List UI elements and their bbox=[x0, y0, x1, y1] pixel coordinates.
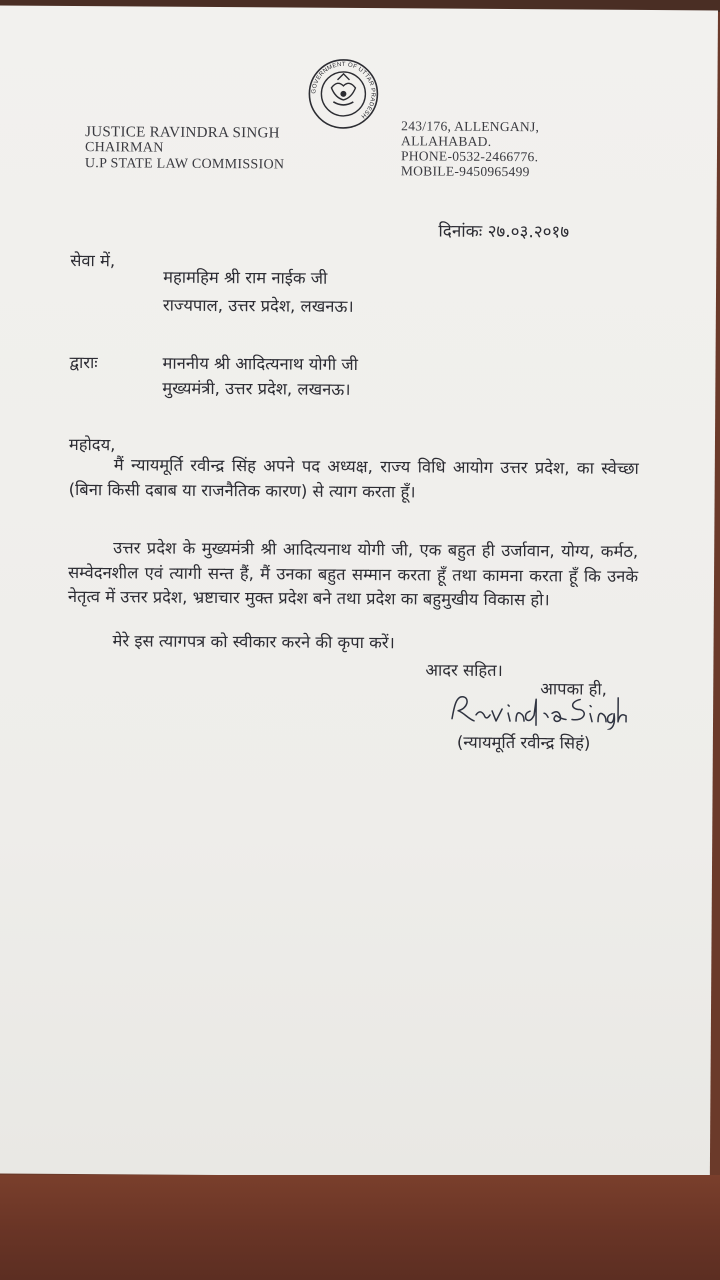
sender-name: JUSTICE RAVINDRA SINGH bbox=[85, 124, 280, 142]
greeting: महोदय, bbox=[68, 434, 116, 455]
body-paragraph-1: मैं न्यायमूर्ति रवीन्द्र सिंह अपने पद अध्यक्ष, राज्य विधि आयोग उत्तर प्रदेश, का स्वेच्छा (बिना किसी दबाब या राजनैतिक कारण) से त्याग करता हूँ। bbox=[68, 455, 639, 501]
closing-regards: आदर सहित। bbox=[425, 660, 503, 681]
signatory-name: (न्यायमूर्ति रवीन्द्र सिहं) bbox=[456, 732, 591, 753]
via-title: मुख्यमंत्री, उत्तर प्रदेश, लखनऊ। bbox=[162, 378, 351, 399]
letter-date: दिनांकः २७.०३.२०१७ bbox=[438, 221, 570, 243]
handwritten-signature bbox=[448, 689, 628, 730]
via-label: द्वाराः bbox=[69, 352, 98, 373]
up-government-emblem bbox=[307, 58, 380, 131]
address-line-2: ALLAHABAD. bbox=[401, 133, 492, 149]
letterhead-address bbox=[401, 118, 539, 179]
body-paragraph-3: मेरे इस त्यागपत्र को स्वीकार करने की कृपा करें। bbox=[112, 631, 395, 653]
phone-number: PHONE-0532-2466776. bbox=[400, 148, 539, 165]
letter-page bbox=[0, 5, 718, 1178]
recipient-name: महामहिम श्री राम नाईक जी bbox=[163, 267, 328, 288]
desk-background-bottom bbox=[0, 1175, 720, 1280]
body-paragraph-2: उत्तर प्रदेश के मुख्यमंत्री श्री आदित्यनाथ योगी जी, एक बहुत ही उर्जावान, योग्य, कर्मठ, सम्वेदनशील एवं त्यागी सन्त हैं, मैं उनका बहुत सम्मान करता हूँ तथा कामना करता हूँ कि उनके नेतृत्व में उत्तर प्रदेश, भ्रष्टाचार मुक्त प्रदेश बने तथा प्रदेश का बहुमुखीय विकास हो। bbox=[67, 538, 639, 610]
closing-yours: आपका ही, bbox=[540, 679, 608, 699]
address-line-1: 243/176, ALLENGANJ, bbox=[401, 118, 540, 135]
svg-text:GOVERNMENT OF UTTAR PRADESH: GOVERNMENT OF UTTAR PRADESH bbox=[311, 61, 376, 120]
via-name: माननीय श्री आदित्यनाथ योगी जी bbox=[162, 353, 358, 375]
letterhead-left bbox=[85, 124, 285, 173]
recipient-title: राज्यपाल, उत्तर प्रदेश, लखनऊ। bbox=[162, 295, 354, 316]
sender-designation: CHAIRMAN bbox=[84, 140, 164, 156]
recipient-salutation: सेवा में, bbox=[70, 250, 116, 271]
sender-office: U.P STATE LAW COMMISSION bbox=[84, 156, 285, 173]
mobile-number: MOBILE-9450965499 bbox=[400, 163, 530, 180]
